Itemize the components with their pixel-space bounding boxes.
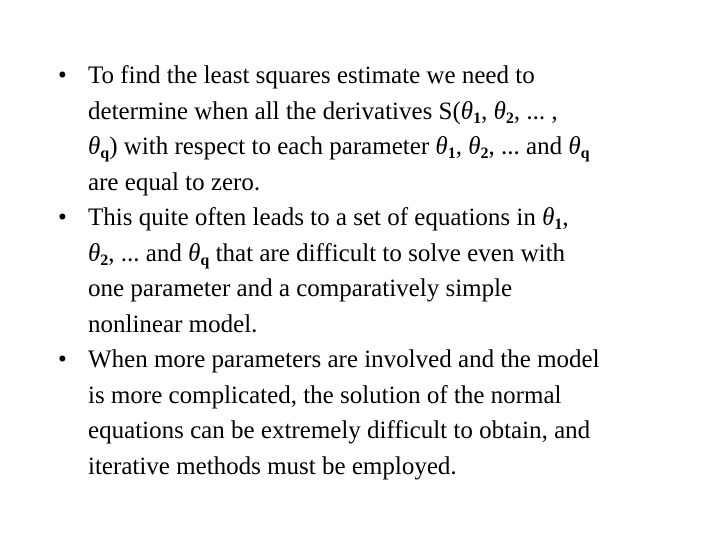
bullet-list	[58, 58, 688, 484]
bullet-text: When more parameters are involved and the model is more complicated, the solution of the normal equations can be extremely difficult to obtain, and iterative methods must be employed.	[88, 346, 600, 480]
theta-symbol: θ	[460, 97, 474, 125]
bullet-point-icon: •	[58, 204, 67, 231]
bullet-text: This quite often leads to a set of equations in $\theta_1$, $\theta_2$, ... and $\theta_q$ that are difficult to solve even with one parameter and a comparatively simple nonlinear model.	[88, 204, 569, 338]
theta-symbol: θ	[435, 133, 448, 160]
theta-symbol: θ	[542, 204, 555, 231]
theta-symbol: θ	[568, 133, 581, 160]
bullet-item-least-squares	[58, 58, 688, 200]
theta-symbol: θ	[188, 239, 201, 267]
bullet-text: To find the least squares estimate we need to determine when all the derivatives $S(\theta_1$, $\theta_2$, ... , $\theta_q$) with respect to each parameter $\theta_1$, $\theta_2$, ... and $\theta_q$ are equal to zero.	[88, 62, 590, 196]
theta-symbol: θ	[88, 239, 101, 267]
theta-symbol: θ	[468, 133, 481, 160]
theta-symbol: θ	[493, 97, 506, 125]
theta-symbol: θ	[88, 133, 101, 160]
bullet-item-equations	[58, 200, 688, 342]
bullet-item-complicated-models	[58, 342, 688, 484]
bullet-point-icon: •	[58, 346, 67, 373]
bullet-point-icon: •	[58, 62, 67, 89]
